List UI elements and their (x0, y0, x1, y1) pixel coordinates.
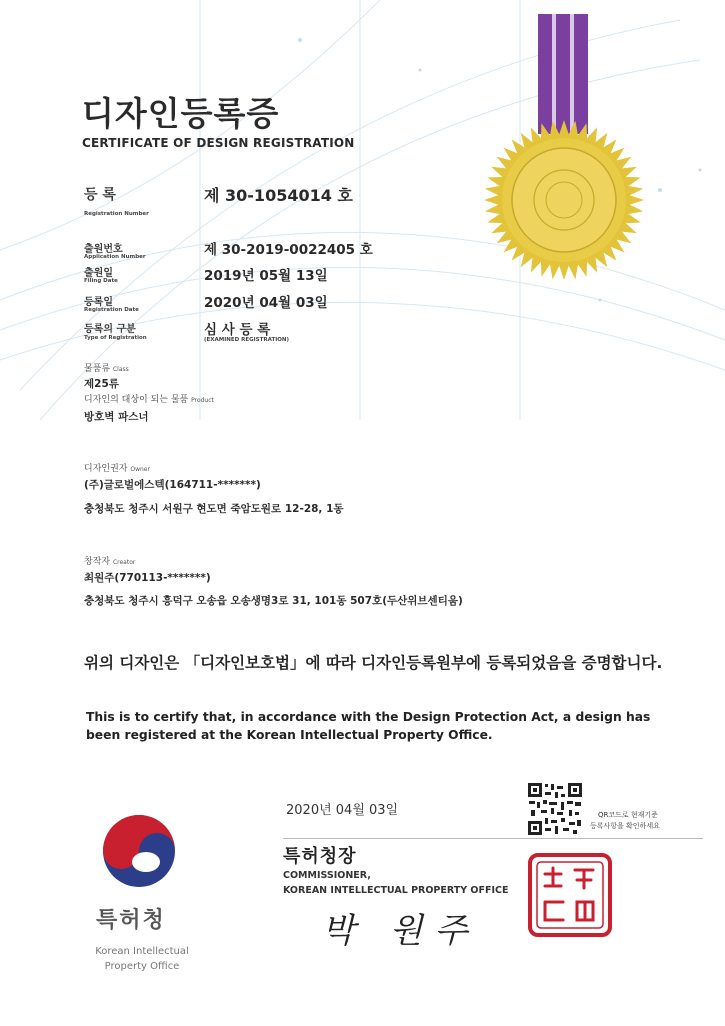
qr-code-icon (527, 782, 583, 836)
certificate-title: 디자인등록증 (82, 94, 280, 133)
certificate-title-en: CERTIFICATE OF DESIGN REGISTRATION (82, 136, 355, 150)
qr-caption-line-2: 등록사항을 확인하세요 (590, 822, 660, 830)
creator-address: 충청북도 청주시 흥덕구 오송읍 오송생명3로 31, 101동 507호(두산위브센티움) (84, 595, 463, 607)
commissioner-title-en (283, 868, 508, 898)
reg-type-label: 등록의 구분 (84, 324, 136, 335)
product-label (84, 392, 214, 405)
application-number: 제 30-2019-0022405 호 (204, 242, 373, 258)
commissioner-line-1: COMMISSIONER, (283, 870, 371, 881)
kipo-logo-icon (98, 810, 180, 892)
filing-label-en: Filing Date (84, 278, 118, 284)
certification-statement-en: This is to certify that, in accordance with the Design Protection Act, a design has been registered at the Korean Intellectual Property Office. (86, 710, 651, 742)
filing-date: 2019년 05월 13일 (204, 268, 328, 284)
commissioner-line-2: KOREAN INTELLECTUAL PROPERTY OFFICE (283, 885, 509, 896)
creator-name: 최원주(770113-*******) (84, 572, 211, 584)
reg-type-label-en: Type of Registration (84, 335, 147, 341)
owner-label (84, 461, 150, 474)
gold-seal-icon (470, 10, 660, 290)
class-label-ko: 물품류 (84, 364, 111, 374)
reg-date-label: 등록일 (84, 297, 113, 308)
official-seal-icon (527, 852, 613, 938)
certification-statement-ko: 위의 디자인은 「디자인보호법」에 따라 디자인등록원부에 등록되었음을 증명합니다. (84, 654, 663, 672)
kipo-logo-line-2: Property Office (104, 961, 180, 972)
registration-date: 2020년 04월 03일 (204, 295, 328, 311)
owner-name: (주)글로벌에스텍(164711-*******) (84, 479, 261, 491)
qr-caption-line-1: QR코드로 현재기준 (598, 811, 658, 819)
product-value: 방호벽 파스너 (84, 411, 149, 423)
application-label-en: Application Number (84, 254, 146, 260)
commissioner-title: 특허청장 (283, 846, 357, 867)
class-value: 제25류 (84, 378, 119, 390)
creator-label-en: Creator (112, 559, 136, 566)
product-label-ko: 디자인의 대상이 되는 물품 (84, 395, 189, 405)
registration-type-en: (EXAMINED REGISTRATION) (204, 337, 290, 343)
application-label: 출원번호 (84, 244, 123, 255)
issue-date: 2020년 04월 03일 (286, 803, 399, 818)
owner-address: 충청북도 청주시 서원구 현도면 죽암도원로 12-28, 1동 (84, 503, 344, 515)
kipo-logo-text-en (82, 944, 202, 974)
creator-label (84, 554, 135, 567)
product-label-en: Product (191, 397, 214, 404)
registration-label: 등 록 (84, 187, 116, 203)
owner-label-en: Owner (130, 466, 150, 473)
class-label-en: Class (112, 366, 129, 373)
commissioner-signature: 박 원주 (322, 911, 480, 951)
kipo-logo-text: 특허청 (96, 908, 166, 933)
class-label (84, 361, 129, 374)
owner-label-ko: 디자인권자 (84, 464, 128, 474)
qr-caption (590, 810, 660, 832)
kipo-logo-line-1: Korean Intellectual (95, 946, 189, 957)
registration-label-en: Registration Number (84, 211, 149, 217)
creator-label-ko: 창작자 (84, 557, 111, 567)
divider (283, 838, 703, 839)
registration-number: 제 30-1054014 호 (204, 186, 353, 205)
registration-type: 심 사 등 록 (204, 322, 271, 338)
filing-label: 출원일 (84, 268, 113, 279)
reg-date-label-en: Registration Date (84, 307, 139, 313)
